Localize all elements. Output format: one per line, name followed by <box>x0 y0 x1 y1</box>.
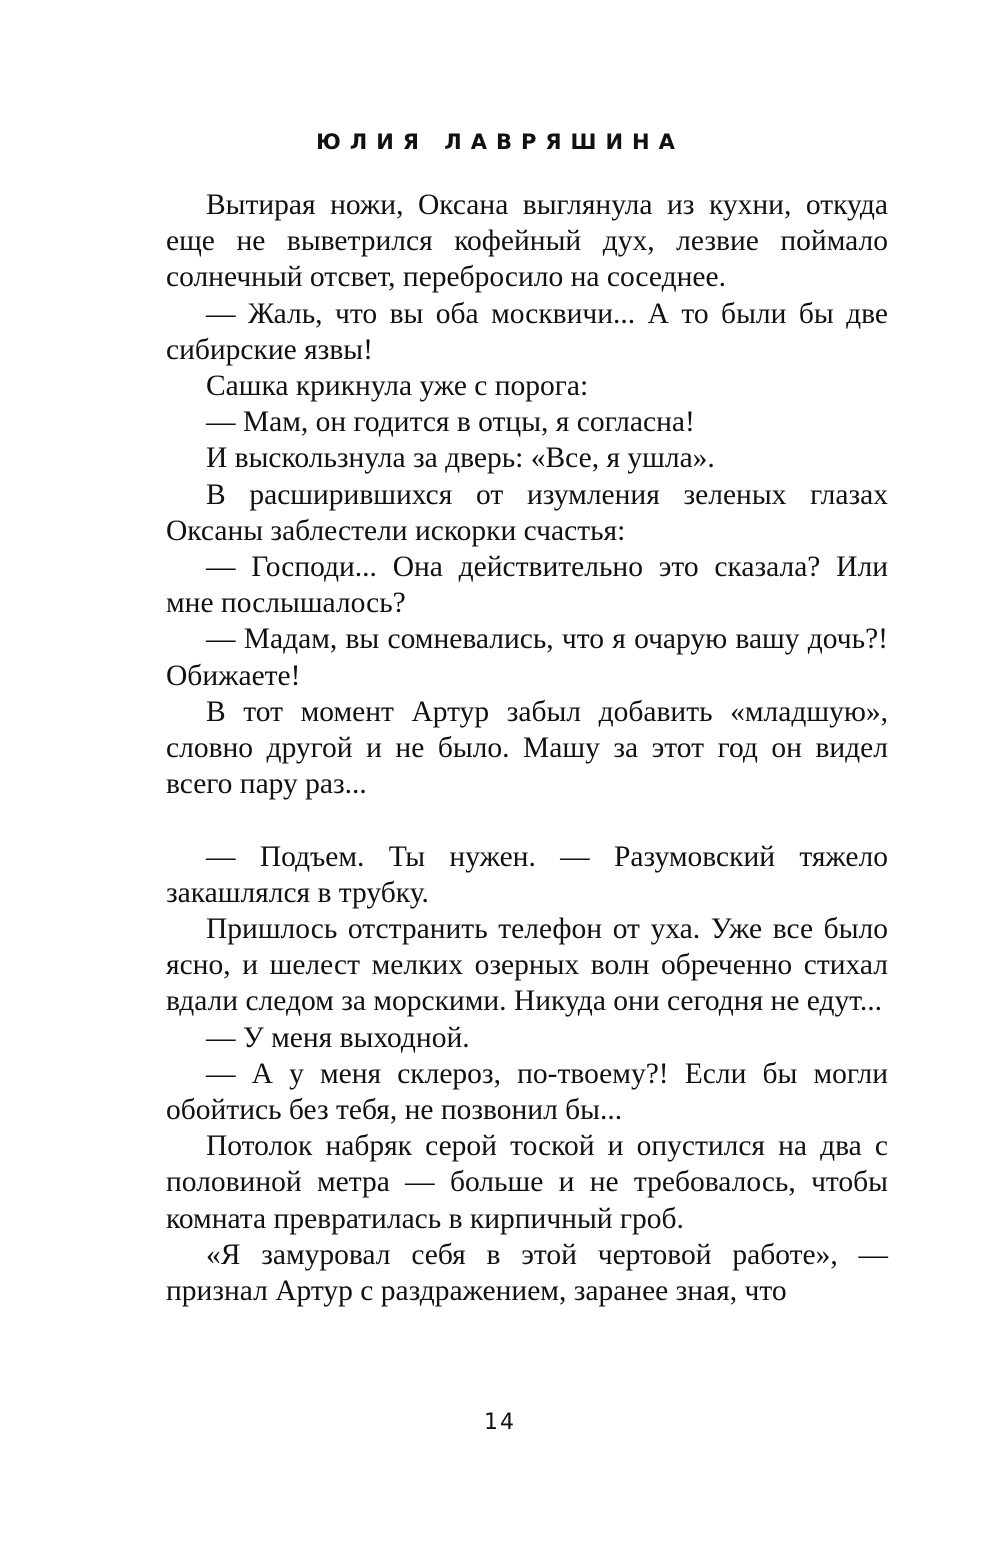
paragraph: — Мадам, вы сомневались, что я очарую вашу дочь?! Обижаете! <box>166 623 888 692</box>
section-break <box>166 802 888 838</box>
paragraph: — У меня выходной. <box>206 1021 470 1054</box>
paragraph: В тот момент Артур забыл добавить «младшую», словно другой и не было. Машу за этот год он видел всего пару раз... <box>166 695 888 801</box>
paragraph: — Жаль, что вы оба москвичи... А то были бы две сибирские язвы! <box>166 297 888 366</box>
paragraph: Сашка крикнула уже с порога: <box>206 370 589 403</box>
paragraph: Вытирая ножи, Оксана выглянула из кухни, откуда еще не выветрился кофейный дух, лезвие поймало солнечный отсвет, перебросило на соседнее. <box>166 189 888 294</box>
paragraph: — А у меня склероз, по-твоему?! Если бы могли обойтись без тебя, не позвонил бы... <box>166 1057 888 1127</box>
page-number: 14 <box>484 1410 516 1435</box>
paragraph: И выскользнула за дверь: «Все, я ушла». <box>206 442 715 475</box>
paragraph: — Господи... Она действительно это сказала? Или мне послышалось? <box>166 551 888 620</box>
paragraph: — Подъем. Ты нужен. — Разумовский тяжело закашлялся в трубку. <box>166 840 888 909</box>
paragraph: В расширившихся от изумления зеленых глазах Оксаны заблестели искорки счастья: <box>166 478 888 547</box>
body-text <box>166 187 888 1309</box>
paragraph: — Мам, он годится в отцы, я согласна! <box>206 406 695 439</box>
paragraph: «Я замуровал себя в этой чертовой работе», — признал Артур с раздражением, заранее зная, что <box>166 1238 888 1308</box>
paragraph: Потолок набряк серой тоской и опустился на два с половиной метра — больше и не требовалось, чтобы комната превратилась в кирпичный гроб. <box>166 1130 888 1235</box>
paragraph: Пришлось отстранить телефон от уха. Уже все было ясно, и шелест мелких озерных волн обреченно стихал вдали следом за морскими. Никуда они сегодня не едут... <box>166 913 888 1018</box>
running-head-author: ЮЛИЯ ЛАВРЯШИНА <box>316 130 684 154</box>
